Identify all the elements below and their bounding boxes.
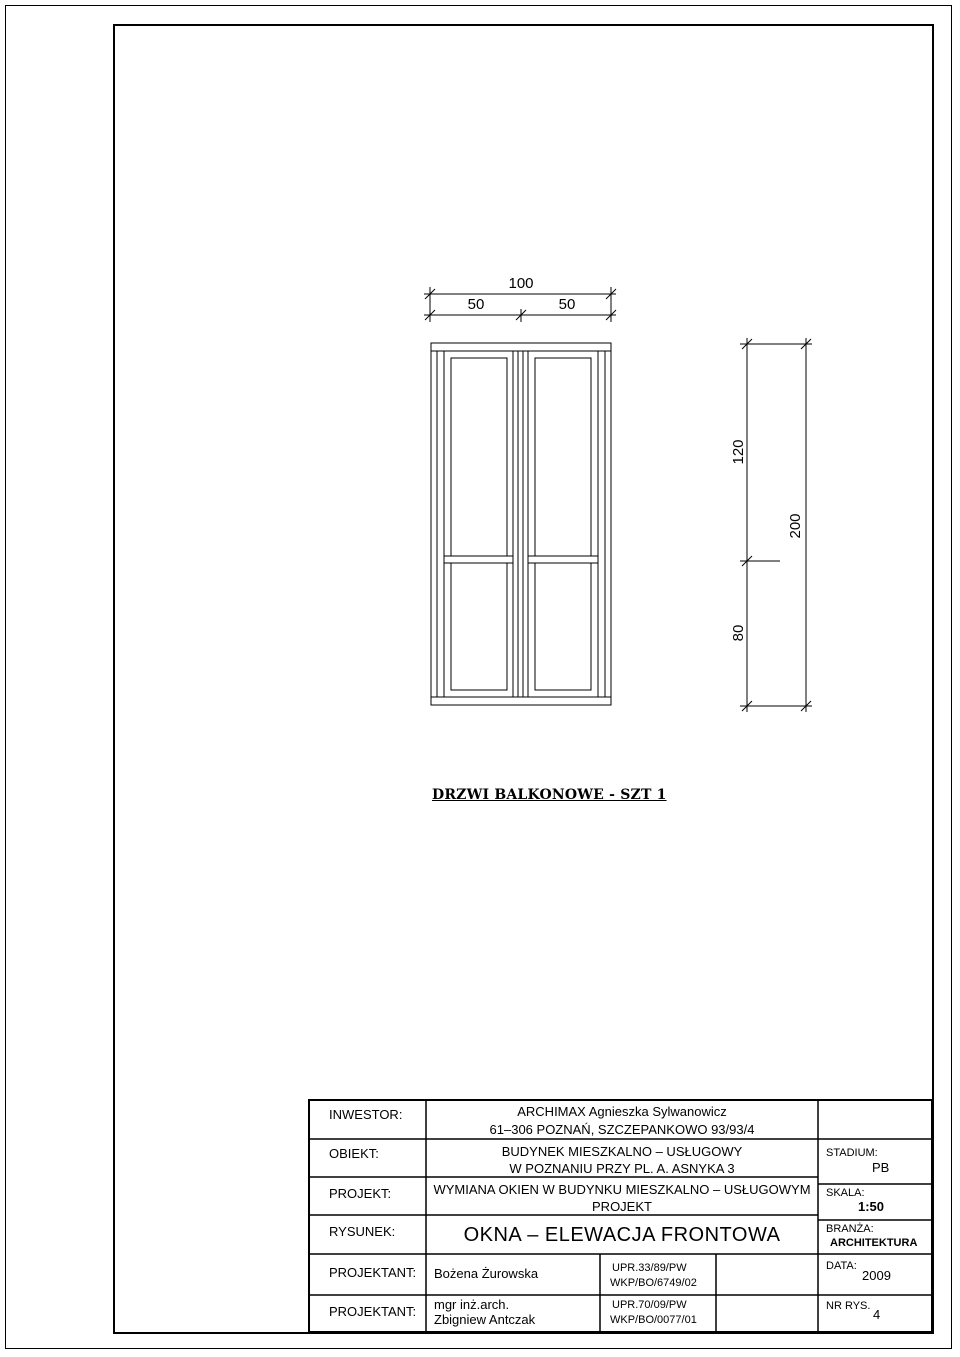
- stage-value: PB: [872, 1160, 890, 1175]
- dim-total-width-label: 100: [508, 275, 534, 292]
- dim-right-half-label: 50: [558, 296, 576, 313]
- scale-value: 1:50: [858, 1199, 885, 1214]
- designer2-name1: mgr inż.arch.: [434, 1297, 510, 1312]
- object-line1: BUDYNEK MIESZKALNO – USŁUGOWY: [501, 1144, 743, 1159]
- investor-line1: ARCHIMAX Agnieszka Sylwanowicz: [517, 1104, 727, 1119]
- dim-upper-height-label: 120: [730, 439, 747, 465]
- designer1-license2: WKP/BO/6749/02: [610, 1277, 697, 1289]
- date-value: 2009: [862, 1268, 891, 1283]
- designer2-license2: WKP/BO/0077/01: [610, 1314, 697, 1326]
- dim-total-height-label: 200: [787, 513, 804, 539]
- dim-left-half-label: 50: [467, 296, 485, 313]
- object-label: OBIEKT:: [329, 1146, 379, 1161]
- branch-value: ARCHITEKTURA: [830, 1237, 918, 1249]
- scale-label: SKALA:: [826, 1187, 865, 1199]
- designer1-label: PROJEKTANT:: [329, 1265, 417, 1280]
- project-line2: PROJEKT: [592, 1199, 652, 1214]
- designer2-name2: Zbigniew Antczak: [434, 1312, 536, 1327]
- drawing-title: OKNA – ELEWACJA FRONTOWA: [463, 1224, 781, 1246]
- designer1-name: Bożena Żurowska: [434, 1266, 539, 1281]
- branch-label: BRANŻA:: [826, 1223, 874, 1235]
- designer1-license1: UPR.33/89/PW: [612, 1262, 687, 1274]
- sheet-number-label: NR RYS.: [826, 1300, 871, 1312]
- stage-label: STADIUM:: [826, 1147, 878, 1159]
- object-line2: W POZNANIU PRZY PL. A. ASNYKA 3: [509, 1161, 735, 1176]
- sheet-number-value: 4: [873, 1307, 881, 1322]
- date-label: DATA:: [826, 1260, 857, 1272]
- designer2-label: PROJEKTANT:: [329, 1304, 417, 1319]
- dim-lower-height-label: 80: [730, 624, 747, 642]
- project-line1: WYMIANA OKIEN W BUDYNKU MIESZKALNO – USŁUGOWYM: [433, 1182, 811, 1197]
- drawing-label: RYSUNEK:: [329, 1224, 396, 1239]
- investor-label: INWESTOR:: [329, 1107, 403, 1122]
- drawing-caption: DRZWI BALKONOWE - SZT 1: [432, 787, 667, 803]
- project-label: PROJEKT:: [329, 1186, 392, 1201]
- investor-line2: 61–306 POZNAŃ, SZCZEPANKOWO 93/93/4: [489, 1122, 755, 1137]
- designer2-license1: UPR.70/09/PW: [612, 1299, 687, 1311]
